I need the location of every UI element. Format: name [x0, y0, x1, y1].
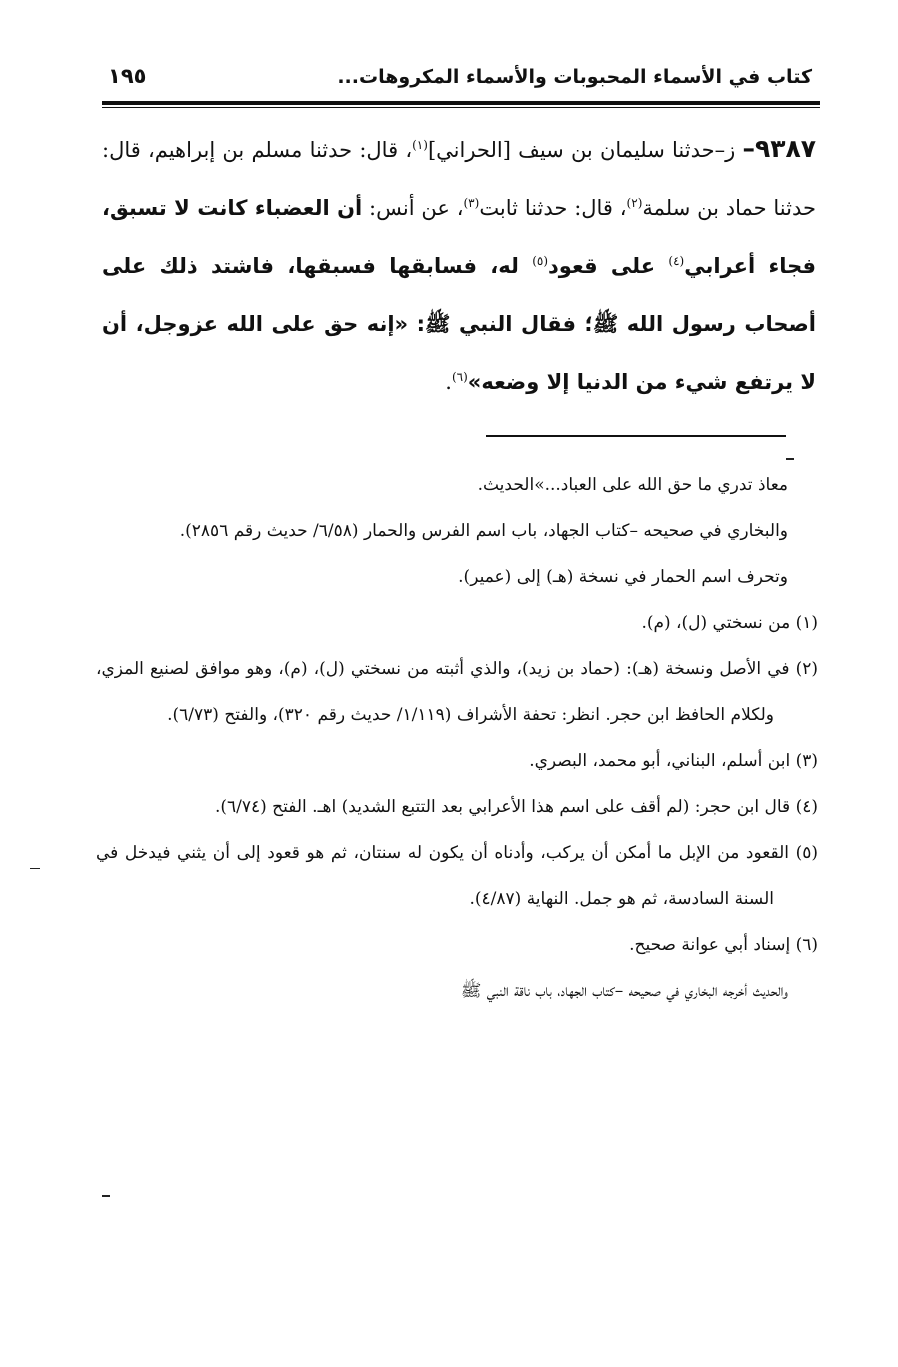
footnote-5: (٥) القعود من الإبل ما أمكن أن يركب، وأدناه أن يكون له سنتان، ثم هو قعود إلى أن يثني فيدخل في السنة السادسة، ثم هو جمل. النهاية (٤/٨٧). — [96, 843, 818, 909]
hadith-end: . — [445, 370, 452, 394]
footnote-6: (٦) إسناد أبي عوانة صحيح. — [629, 935, 818, 955]
margin-mark-top — [786, 458, 794, 460]
footnote-ref-6: (٦) — [451, 370, 468, 384]
hadith-matn-3: له، فسابقها فسبقها، فاشتد ذلك على أصحاب رسول الله ﷺ؛ فقال النبي ﷺ: «إنه حق على الله عزوجل، أن لا يرتفع شيء من الدنيا إلا وضعه» — [102, 254, 816, 394]
hadith-matn-1: أن العضباء كانت لا تسبق، فجاء أعرابي — [102, 196, 816, 278]
footnote-ref-3: (٣) — [463, 196, 480, 210]
footnotes — [96, 462, 818, 1014]
footnote-separator — [486, 435, 786, 437]
running-header — [100, 62, 812, 98]
hadith-number: ٩٣٨٧– — [742, 134, 816, 163]
footnote-3: (٣) ابن أسلم، البناني، أبو محمد، البصري. — [529, 751, 818, 771]
header-rule-thin — [102, 107, 820, 108]
margin-mark-bottom — [102, 1195, 110, 1197]
footnote-6-continuation: والحديث أخرجه البخاري في صحيحه –كتاب الجهاد، باب ناقة النبي ﷺ — [460, 981, 788, 1001]
page-number: ١٩٥ — [108, 64, 147, 88]
footnote-ref-5: (٥) — [532, 254, 549, 268]
footnote-continuation-3: وتحرف اسم الحمار في نسخة (هـ) إلى (عمير). — [458, 567, 788, 587]
footnote-ref-4: (٤) — [668, 254, 685, 268]
running-title: كتاب في الأسماء المحبوبات والأسماء المكروهات... — [337, 66, 812, 88]
hadith-chain-1: ز–حدثنا سليمان بن سيف [الحراني] — [427, 138, 743, 162]
footnote-continuation-1: معاذ تدري ما حق الله على العباد...»الحديث. — [477, 475, 788, 495]
hadith-chain-3: ، قال: حدثنا ثابت — [479, 196, 627, 220]
footnote-4: (٤) قال ابن حجر: (لم أقف على اسم هذا الأعرابي بعد التتبع الشديد) اهـ. الفتح (٦/٧٤). — [214, 797, 818, 817]
footnote-ref-2: (٢) — [626, 196, 643, 210]
footnote-continuation-2: والبخاري في صحيحه –كتاب الجهاد، باب اسم الفرس والحمار (٦/٥٨/ حديث رقم ٢٨٥٦). — [179, 521, 788, 541]
margin-mark-left — [30, 868, 40, 869]
hadith-chain-2: ، قال: حدثنا مسلم بن إبراهيم، قال: حدثنا حماد بن سلمة — [102, 138, 816, 220]
hadith-text — [102, 120, 816, 411]
footnote-2: (٢) في الأصل ونسخة (هـ): (حماد بن زيد)، والذي أثبته من نسختي (ل)، (م)، وهو موافق لصنيع المزي، ولكلام الحافظ ابن حجر. انظر: تحفة الأشراف (١/١١٩/ حديث رقم ٣٢٠)، والفتح (٦/٧٣). — [96, 659, 818, 725]
footnote-1: (١) من نسختي (ل)، (م). — [641, 613, 818, 633]
footnote-ref-1: (١) — [412, 138, 428, 152]
hadith-matn-2: على قعود — [548, 254, 669, 278]
header-rule-thick — [102, 101, 820, 105]
hadith-chain-4: ، عن أنس: — [362, 196, 464, 220]
